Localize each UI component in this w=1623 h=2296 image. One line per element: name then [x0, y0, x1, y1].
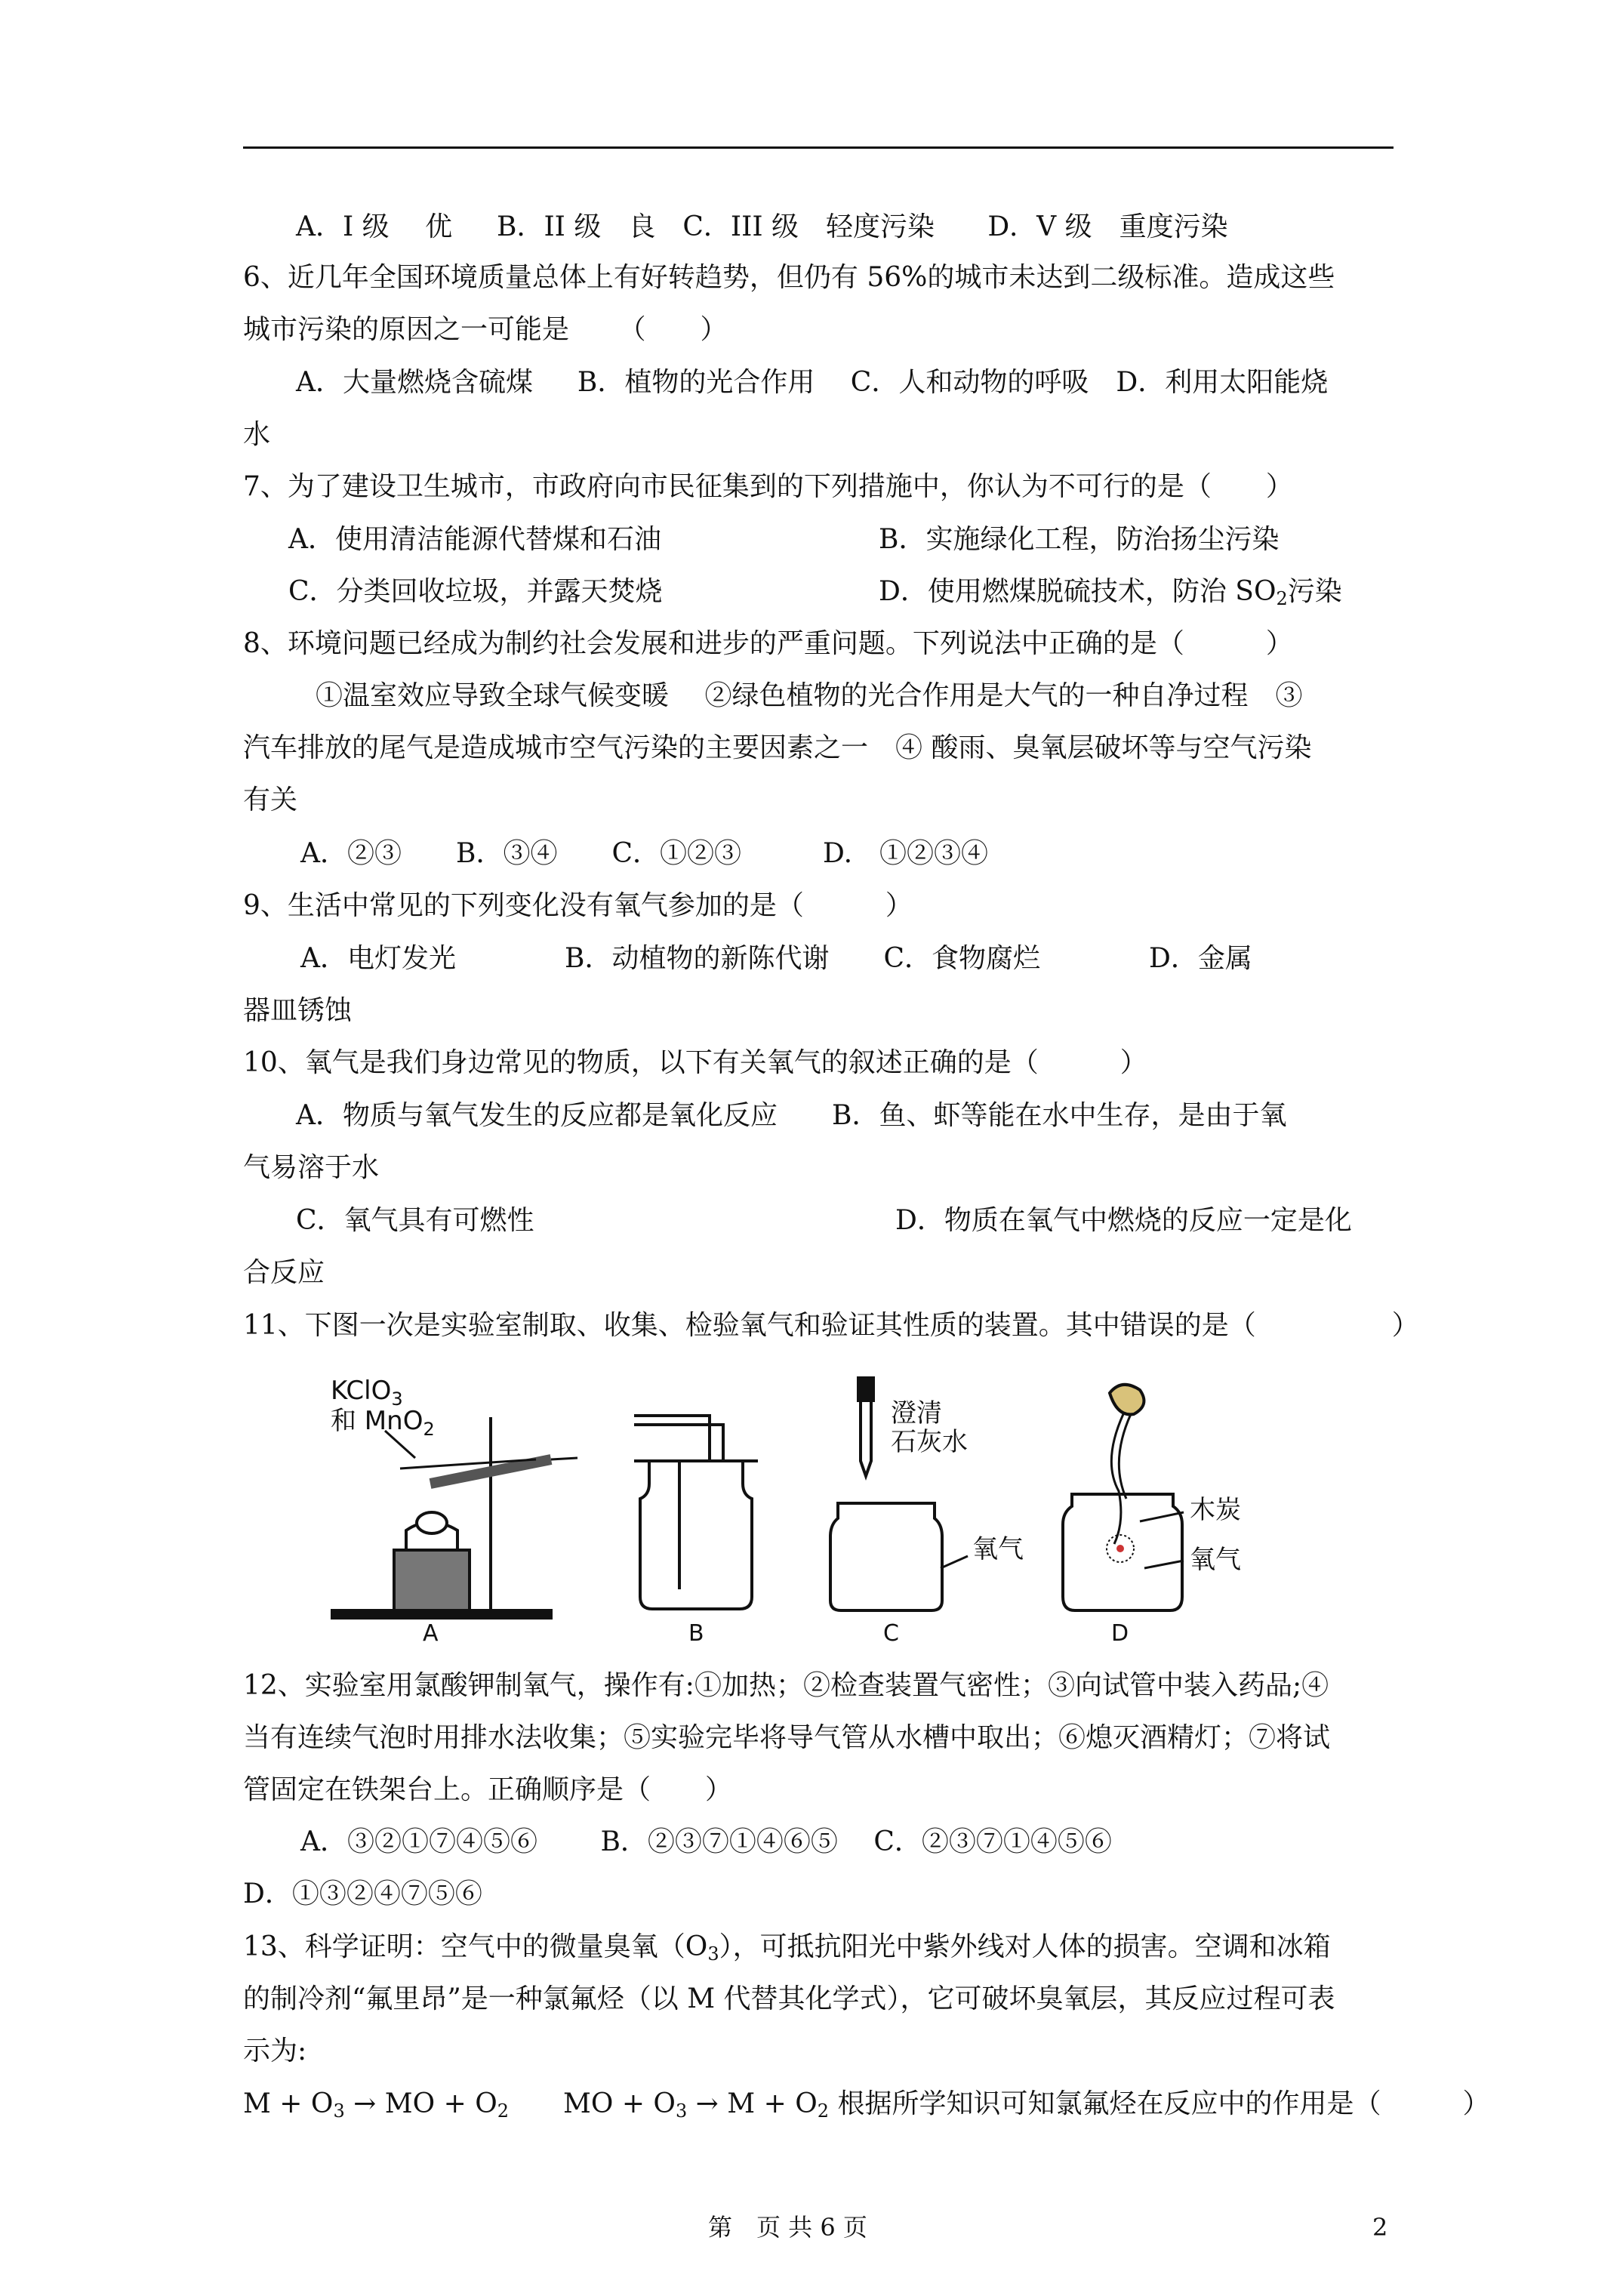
- q7-option-b: B．实施绿化工程，防治扬尘污染: [879, 524, 1280, 555]
- q8-statements-line1: ①温室效应导致全球气候变暖 ②绿色植物的光合作用是大气的一种自净过程 ③: [316, 680, 1303, 711]
- apparatus-c-label: C: [883, 1620, 899, 1642]
- q10-options-line1: A．物质与氧气发生的反应都是氧化反应 B．鱼、虾等能在水中生存，是由于氧: [296, 1100, 1287, 1131]
- q9-options-wrap: 器皿锈蚀: [243, 995, 353, 1026]
- apparatus-d: [1063, 1385, 1184, 1610]
- apparatus-a: [332, 1417, 577, 1618]
- q8-stem: 8、环境问题已经成为制约社会发展和进步的严重问题。下列说法中正确的是（ ）: [243, 628, 1293, 659]
- q10-stem: 10、氧气是我们身边常见的物质，以下有关氧气的叙述正确的是（ ）: [243, 1047, 1147, 1078]
- apparatus-c-label-oxygen: 氧气: [972, 1534, 1024, 1564]
- q13-reaction-line: $M + O_3$ → MO + $O_2$ MO + $O_3 \to M + O_2$ 根据所学知识可知氯氟烃在反应中的作用是（ ）: [243, 2088, 1490, 2122]
- q12-stem-line3: 管固定在铁架台上。正确顺序是（ ）: [243, 1774, 733, 1805]
- q12-options: A．③②①⑦④⑤⑥ B．②③⑦①④⑥⑤ C．②③⑦①④⑤⑥: [300, 1826, 1112, 1857]
- q12-stem-line2: 当有连续气泡时用排水法收集；⑤实验完毕将导气管从水槽中取出；⑥熄灭酒精灯；⑦将试: [243, 1722, 1331, 1753]
- apparatus-c-label-limewater-1: 澄清: [891, 1398, 942, 1428]
- q10-options-line2: 气易溶于水: [243, 1152, 380, 1183]
- q5-options: A．I 级 优 B．II 级 良 C．III 级 轻度污染 D．V 级 重度污染: [296, 211, 1228, 242]
- q9-options: A．电灯发光 B．动植物的新陈代谢 C．食物腐烂 D．金属: [300, 943, 1252, 974]
- q8-statements-line3: 有关: [243, 784, 298, 815]
- q12-stem-line1: 12、实验室用氯酸钾制氧气，操作有:①加热；②检查装置气密性；③向试管中装入药品;④: [243, 1670, 1329, 1701]
- apparatus-b: [634, 1416, 758, 1609]
- lab-apparatus-figure: [317, 1370, 1298, 1642]
- apparatus-a-reagent-label-1: KClO$_3$: [331, 1376, 403, 1410]
- q9-stem: 9、生活中常见的下列变化没有氧气参加的是（ ）: [243, 890, 913, 921]
- page-count: 第 页 共 6 页: [708, 2213, 867, 2242]
- q7-option-c: C．分类回收垃圾，并露天焚烧: [288, 576, 663, 607]
- q13-stem-line1: 13、科学证明：空气中的微量臭氧$(O_3)$，可抵抗阳光中紫外线对人体的损害。空调和冰箱: [243, 1931, 1331, 1965]
- q6-stem-line2: 城市污染的原因之一可能是 （ ）: [243, 314, 728, 345]
- page-number: 2: [1372, 2213, 1388, 2242]
- q12-option-d: D．①③②④⑦⑤⑥: [243, 1878, 482, 1909]
- apparatus-d-label: D: [1111, 1620, 1129, 1642]
- q6-stem-line1: 6、近几年全国环境质量总体上有好转趋势，但仍有 56%的城市未达到二级标准。造成这些: [243, 262, 1335, 293]
- apparatus-b-label: B: [688, 1620, 704, 1642]
- q13-stem-line3: 示为:: [243, 2036, 307, 2066]
- q11-stem: 11、下图一次是实验室制取、收集、检验氧气和验证其性质的装置。其中错误的是（ ）: [243, 1310, 1419, 1341]
- header-rule: [243, 146, 1394, 149]
- q6-options-wrap: 水: [243, 419, 271, 450]
- q8-options: A．②③ B．③④ C．①②③ D. ①②③④: [300, 838, 989, 869]
- apparatus-d-label-oxygen: 氧气: [1190, 1545, 1241, 1575]
- q8-statements-line2: 汽车排放的尾气是造成城市空气污染的主要因素之一 ④ 酸雨、臭氧层破坏等与空气污染: [243, 732, 1312, 763]
- q10-option-c: C．氧气具有可燃性: [296, 1205, 534, 1236]
- apparatus-a-label: A: [423, 1620, 439, 1642]
- q6-options: A．大量燃烧含硫煤 B．植物的光合作用 C．人和动物的呼吸 D．利用太阳能烧: [296, 367, 1329, 398]
- q10-option-d: D．物质在氧气中燃烧的反应一定是化: [895, 1205, 1352, 1236]
- q13-stem-line2: 的制冷剂“氟里昂”是一种氯氟烃（以 M 代替其化学式），它可破坏臭氧层，其反应过程可表: [243, 1983, 1335, 2014]
- apparatus-d-label-charcoal: 木炭: [1190, 1495, 1241, 1525]
- q7-stem: 7、为了建设卫生城市，市政府向市民征集到的下列措施中，你认为不可行的是（ ）: [243, 471, 1293, 502]
- q10-options-wrap: 合反应: [243, 1257, 325, 1288]
- q7-option-d: D．使用燃煤脱硫技术，防治 $SO_2$污染: [879, 576, 1342, 609]
- q7-option-a: A．使用清洁能源代替煤和石油: [288, 524, 661, 555]
- apparatus-c-label-limewater-2: 石灰水: [891, 1427, 968, 1457]
- apparatus-a-reagent-label-2: 和 MnO$_2$: [331, 1406, 435, 1440]
